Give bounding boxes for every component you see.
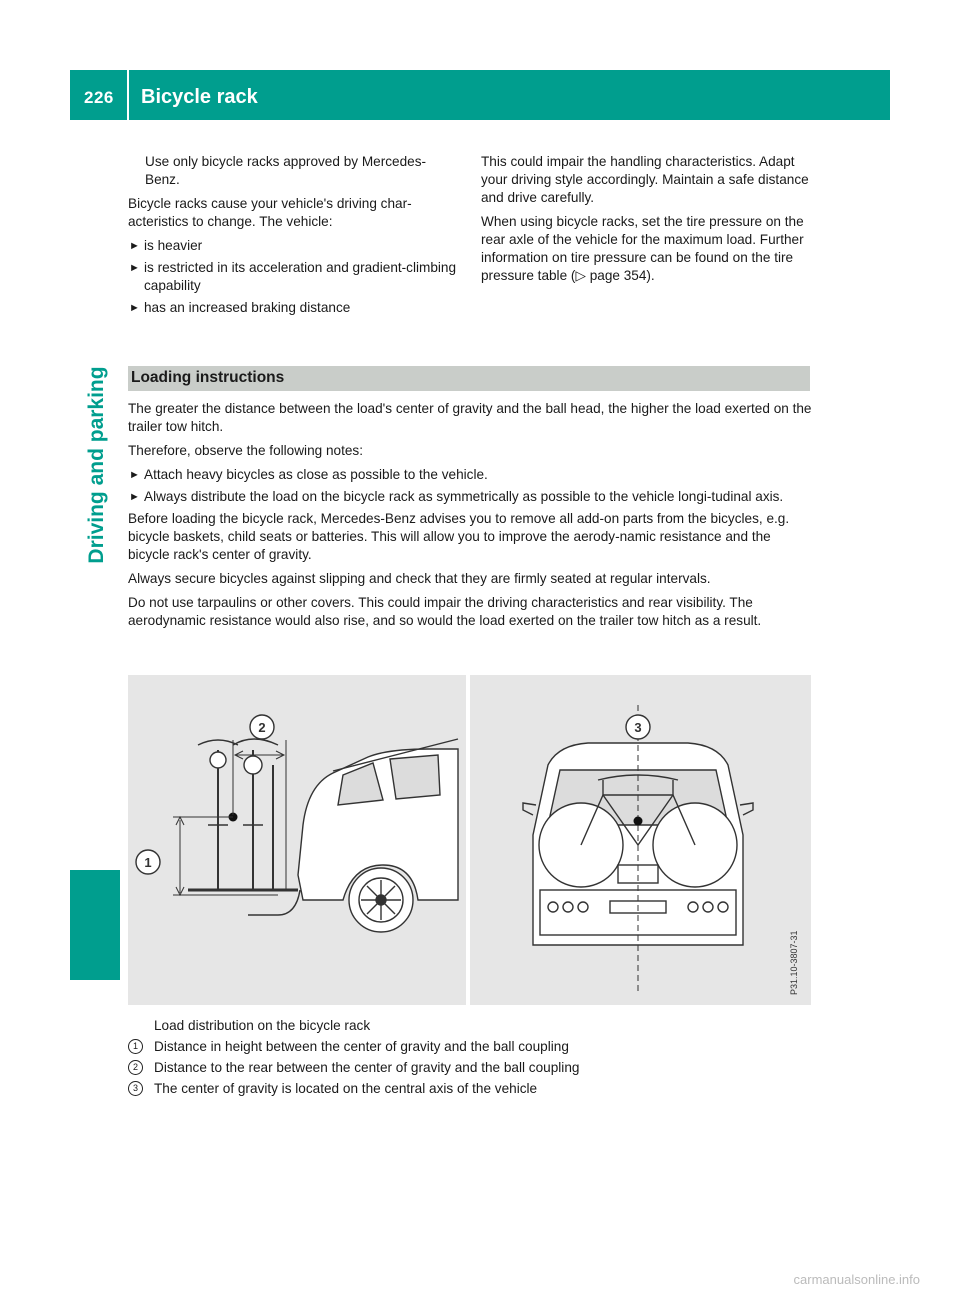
right-column [481,153,813,291]
car-window [390,755,440,799]
section-title: Loading instructions [131,369,285,386]
paragraph: The greater the distance between the load's center of gravity and the ball head, the higher the load exerted on the trailer tow hitch. [128,401,812,434]
left-column [128,153,460,321]
figure-code: P31.10-3807-31 [789,930,799,995]
marker-1 [136,850,160,874]
handling-text: This could impair the handling characteristics. Adapt your driving style accordingly. Maintain a safe distance and drive carefully. [481,154,809,205]
caption-number: 2 [128,1060,143,1075]
paragraph: Before loading the bicycle rack, Mercedes-Benz advises you to remove all add-on parts from the bicycles, e.g. bicycle baskets, child seats or batteries. This will allow you to improve the aerody-namic resistance and the bicycle rack's center of gravity. [128,511,790,562]
side-tab-marker [70,870,120,980]
svg-text:2: 2 [258,720,266,735]
page-title: Bicycle rack [141,86,258,108]
center-of-gravity-marker [634,817,643,826]
intro-text: Bicycle racks cause your vehicle's driving char-acteristics to change. The vehicle: [128,196,412,229]
caption-item: 2 Distance to the rear between the center of gravity and the ball coupling [128,1057,812,1078]
list-item: ► Attach heavy bicycles as close as possible to the vehicle. [129,467,488,482]
paragraph: Always secure bicycles against slipping and check that they are firmly seated at regular intervals. [128,571,711,586]
caption-item: 1 Distance in height between the center of gravity and the ball coupling [128,1036,812,1057]
marker-2 [250,715,274,739]
loading-notes-list [128,466,812,506]
caption-number: 3 [128,1081,143,1096]
caption-item: 3 The center of gravity is located on the central axis of the vehicle [128,1078,812,1099]
bicycle-rack-illustration [128,675,811,1005]
svg-text:3: 3 [634,720,642,735]
svg-text:1: 1 [144,855,152,870]
loading-instructions-body [128,400,812,636]
page-number: 226 [84,88,114,107]
figure-captions [128,1015,812,1099]
list-item: ► is heavier [129,238,203,253]
caption-number: 1 [128,1039,143,1054]
list-item: ► Always distribute the load on the bicycle rack as symmetrically as possible to the vehicle longi-tudinal axis. [129,489,784,504]
list-item: ► is restricted in its acceleration and gradient-climbing capability [129,260,457,293]
tire-pressure-text: When using bicycle racks, set the tire pressure on the rear axle of the vehicle for the maximum load. Further information on tire pressure can be found on the tire pressure table (▷ page 354). [481,214,804,283]
paragraph: Do not use tarpaulins or other covers. This could impair the driving characteristics and rear visibility. The aerodynamic resistance would also rise, and so would the load exerted on the trailer tow hitch as a result. [128,595,762,628]
list-item: ► has an increased braking distance [129,300,351,315]
page-reference-link[interactable]: page 354 [589,268,647,283]
page-ref-icon: ▷ [575,268,586,283]
watermark: carmanualsonline.info [793,1272,920,1287]
marker-3 [626,715,650,739]
side-tab-label: Driving and parking [85,366,108,564]
paragraph: Therefore, observe the following notes: [128,443,364,458]
caption-title: Load distribution on the bicycle rack [154,1018,371,1033]
header-divider [127,70,129,120]
vehicle-effects-list [128,237,460,317]
note-text: Use only bicycle racks approved by Mercedes-Benz. [145,154,427,187]
